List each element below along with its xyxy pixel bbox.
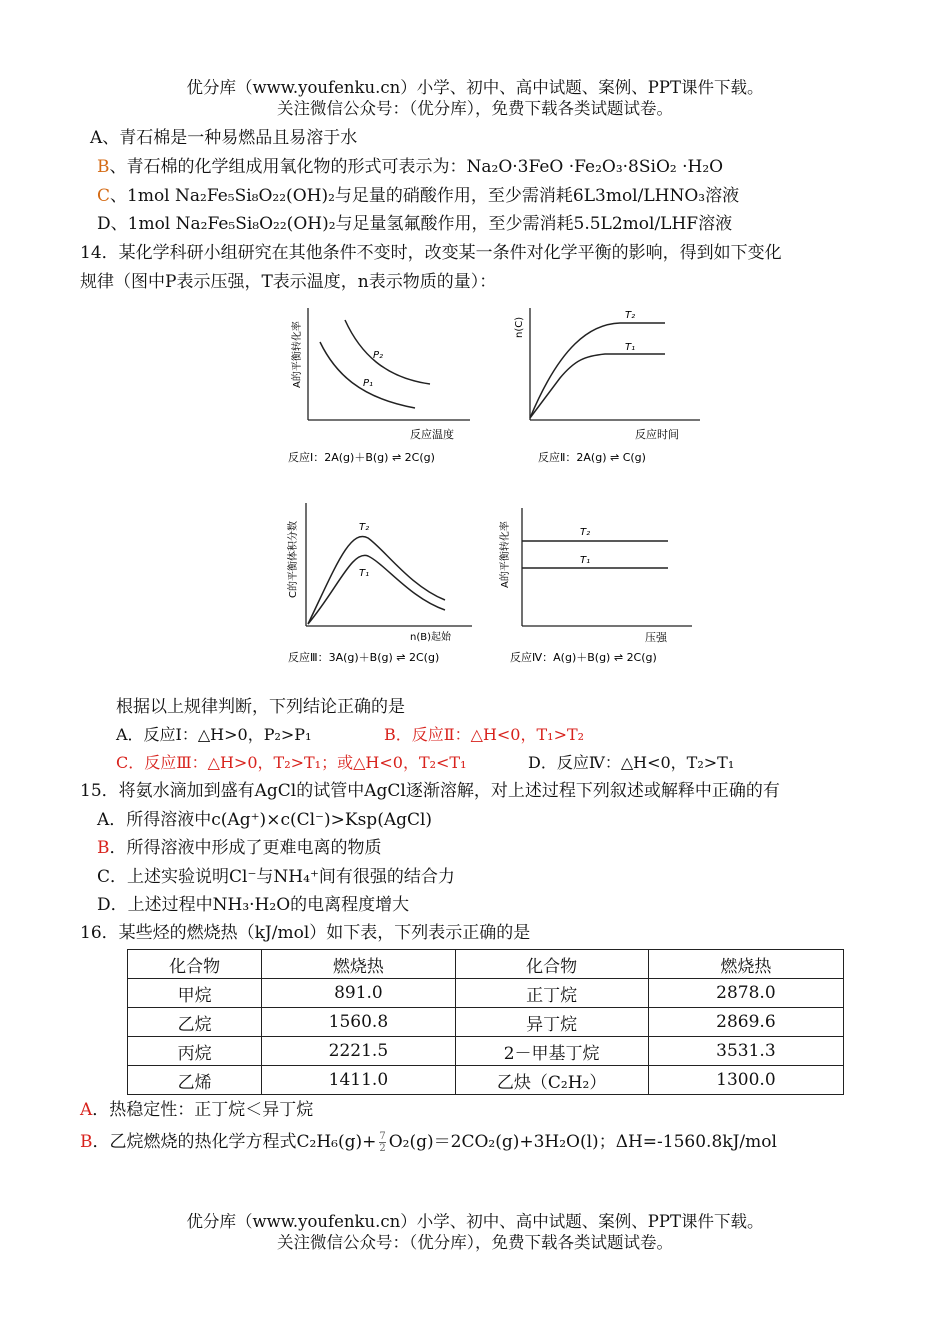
g2-caption: 反应Ⅱ：2A(g) ⇌ C(g) (538, 451, 646, 464)
fraction-denominator: 2 (379, 1143, 386, 1154)
combustion-heat-table (127, 949, 844, 1095)
table-header-cell: 燃烧热 (648, 950, 843, 979)
q13-option-a (90, 127, 357, 149)
table-cell: 891.0 (262, 979, 455, 1008)
table-cell: 3531.3 (648, 1037, 843, 1066)
q13-option-c-letter: C (97, 186, 111, 206)
q14-option-d: D．反应Ⅳ：△H<0，T₂>T₁ (528, 753, 735, 772)
graph-reaction-4 (498, 508, 692, 664)
q14-conclusion: 根据以上规律判断，下列结论正确的是 (116, 697, 405, 717)
q16-option-b-letter: B (80, 1132, 93, 1152)
g2-x-label: 反应时间 (635, 428, 679, 441)
q13-option-c-text: 、1mol Na₂Fe₅Si₈O₂₂(OH)₂与足量的硝酸作用，至少需消耗6L3mol/LHNO₃溶液 (110, 186, 740, 206)
q13-option-a-text: 、青石棉是一种易燃品且易溶于水 (102, 128, 358, 148)
g1-label-bottom: P₁ (363, 378, 374, 389)
graph-reaction-3 (286, 503, 472, 664)
g3-caption: 反应Ⅲ：3A(g)＋B(g) ⇌ 2C(g) (288, 651, 440, 664)
table-header-cell: 化合物 (128, 950, 262, 979)
g1-curve-p2 (345, 320, 430, 384)
fraction-numerator: 7 (379, 1131, 386, 1142)
table-cell: 1300.0 (648, 1066, 843, 1095)
table-cell: 2869.6 (648, 1008, 843, 1037)
q13-option-d-text: 、1mol Na₂Fe₅Si₈O₂₂(OH)₂与足量氢氟酸作用，至少需消耗5.5L2mol/LHF溶液 (110, 214, 733, 234)
q16-option-b-post: O₂(g)＝2CO₂(g)+3H₂O(l)；ΔH=-1560.8kJ/mol (388, 1132, 777, 1152)
g3-curve-t2 (308, 536, 445, 624)
g4-label-top: T₂ (580, 527, 591, 538)
q14-graphs (260, 298, 720, 678)
table-cell: 乙烯 (128, 1066, 262, 1095)
g4-caption: 反应Ⅳ：A(g)＋B(g) ⇌ 2C(g) (510, 651, 657, 664)
footer-line-2: 关注微信公众号：（优分库），免费下载各类试题试卷。 (277, 1233, 673, 1252)
q16-option-a-text: ．热稳定性：正丁烷＜异丁烷 (92, 1100, 314, 1120)
g1-y-label: A的平衡转化率 (292, 321, 303, 388)
table-row (128, 1066, 844, 1095)
q14-option-a: A．反应Ⅰ：△H>0，P₂>P₁ (116, 725, 312, 744)
q14-stem-line-2: 规律（图中P表示压强，T表示温度，n表示物质的量）： (80, 272, 497, 292)
table-header-cell: 化合物 (455, 950, 648, 979)
table-cell: 正丁烷 (455, 979, 648, 1008)
q16-stem: 16．某些烃的燃烧热（kJ/mol）如下表，下列表示正确的是 (80, 923, 531, 943)
graph-reaction-1 (288, 308, 470, 464)
g2-curve-t1 (530, 354, 665, 418)
table-cell: 2878.0 (648, 979, 843, 1008)
table-cell: 1560.8 (262, 1008, 455, 1037)
q13-option-d (97, 213, 732, 235)
g1-caption: 反应Ⅰ：2A(g)＋B(g) ⇌ 2C(g) (288, 451, 435, 464)
q16-option-b (80, 1131, 777, 1154)
q13-option-b-letter: B (97, 157, 110, 177)
graph-reaction-2 (514, 308, 700, 464)
table-cell: 乙烷 (128, 1008, 262, 1037)
q13-option-c (97, 185, 739, 207)
q16-option-a-letter: A (80, 1100, 93, 1120)
g4-label-bottom: T₁ (580, 555, 591, 566)
g2-label-bottom: T₁ (625, 342, 636, 353)
q13-option-b-text: 、青石棉的化学组成用氧化物的形式可表示为：Na₂O·3FeO ·Fe₂O₃·8SiO₂ ·H₂O (109, 157, 724, 177)
q13-option-b (97, 156, 723, 178)
table-cell: 2－甲基丁烷 (455, 1037, 648, 1066)
header-line-1: 优分库（www.youfenku.cn）小学、初中、高中试题、案例、PPT课件下载。 (186, 78, 764, 97)
q15-option-b (97, 837, 382, 859)
table-cell: 丙烷 (128, 1037, 262, 1066)
footer-line-1: 优分库（www.youfenku.cn）小学、初中、高中试题、案例、PPT课件下载。 (186, 1212, 764, 1231)
q13-option-a-letter: A (90, 128, 103, 148)
table-row (128, 1008, 844, 1037)
header-line-2: 关注微信公众号：（优分库），免费下载各类试题试卷。 (277, 99, 673, 118)
q16-option-b-pre: ．乙烷燃烧的热化学方程式C₂H₆(g)+ (92, 1132, 377, 1152)
g2-y-label: n(C) (514, 316, 525, 338)
g1-x-label: 反应温度 (410, 428, 454, 441)
q14-option-c: C．反应Ⅲ：△H>0，T₂>T₁；或△H<0，T₂<T₁ (116, 753, 467, 772)
q15-option-b-text: ．所得溶液中形成了更难电离的物质 (109, 838, 382, 858)
g3-y-label: C的平衡体积分数 (288, 521, 299, 598)
q16-fraction (379, 1131, 385, 1154)
table-cell: 异丁烷 (455, 1008, 648, 1037)
q15-option-a: A．所得溶液中c(Ag⁺)×c(Cl⁻)>Ksp(AgCl) (97, 810, 433, 830)
table-row (128, 979, 844, 1008)
table-header-row (128, 950, 844, 979)
table-cell: 2221.5 (262, 1037, 455, 1066)
g1-curve-p1 (320, 342, 415, 408)
q15-stem: 15．将氨水滴加到盛有AgCl的试管中AgCl逐渐溶解，对上述过程下列叙述或解释中正确的有 (80, 781, 780, 801)
table-cell: 1411.0 (262, 1066, 455, 1095)
g3-label-top: T₂ (359, 522, 370, 533)
g2-curve-t2 (530, 323, 665, 418)
g3-x-label: n(B)起始 (410, 632, 452, 643)
table-cell: 乙炔（C₂H₂） (455, 1066, 648, 1095)
table-header-cell: 燃烧热 (262, 950, 455, 979)
g3-label-bottom: T₁ (359, 568, 370, 579)
g4-x-label: 压强 (645, 631, 667, 644)
q15-option-b-letter: B (97, 838, 110, 858)
g2-label-top: T₂ (625, 310, 636, 321)
q14-stem-line-1: 14．某化学科研小组研究在其他条件不变时，改变某一条件对化学平衡的影响，得到如下变化 (80, 243, 782, 263)
g1-label-top: P₂ (373, 350, 384, 361)
q13-option-d-letter: D (97, 214, 111, 234)
q16-option-a (80, 1099, 313, 1121)
q14-option-b: B．反应Ⅱ：△H<0，T₁>T₂ (384, 725, 585, 744)
g4-y-label: A的平衡转化率 (500, 521, 511, 588)
q15-option-c: C．上述实验说明Cl⁻与NH₄⁺间有很强的结合力 (97, 867, 455, 887)
q15-option-d: D．上述过程中NH₃·H₂O的电离程度增大 (97, 895, 410, 915)
table-cell: 甲烷 (128, 979, 262, 1008)
table-row (128, 1037, 844, 1066)
